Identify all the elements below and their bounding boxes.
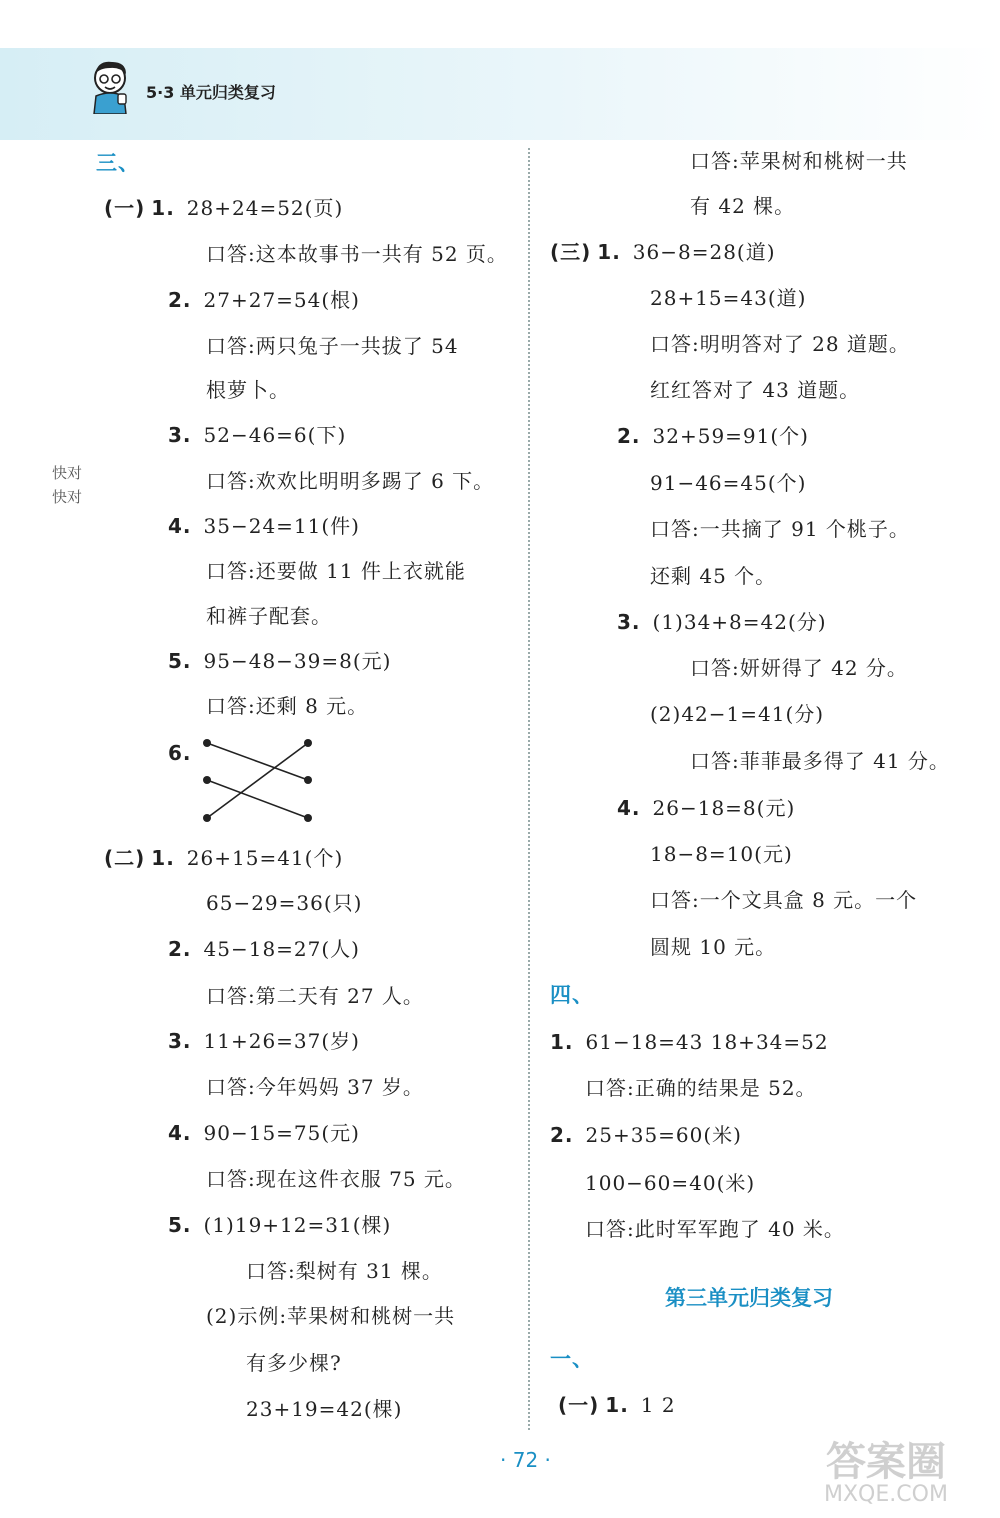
mascot-icon <box>88 58 134 114</box>
answer-line: 65−29=36(只) <box>206 891 363 915</box>
answer-line: 还剩 45 个。 <box>650 564 777 588</box>
answer-line: 口答:第二天有 27 人。 <box>206 984 424 1008</box>
answer-line: 口答:两只兔子一共拔了 54 <box>206 334 459 358</box>
match-dot <box>304 776 312 784</box>
answer-line: 口答:梨树有 31 棵。 <box>246 1259 443 1283</box>
watermark-url: MXQE.COM <box>824 1482 948 1507</box>
section-heading: 一、 <box>550 1347 594 1371</box>
answer-line: 口答:一共摘了 91 个桃子。 <box>650 517 910 541</box>
answer-line: 有 42 棵。 <box>690 194 796 218</box>
answer-line: 圆规 10 元。 <box>650 935 777 959</box>
answer-line: (一) 1. 28+24=52(页) <box>104 196 344 220</box>
answer-line: 口答:此时军军跑了 40 米。 <box>585 1217 845 1241</box>
answer-line: 5. (1)19+12=31(棵) <box>168 1213 392 1237</box>
answer-line: 1. 61−18=43 18+34=52 <box>550 1030 829 1054</box>
side-note: 快对 <box>52 488 83 506</box>
answer-line: 3. 11+26=37(岁) <box>168 1029 360 1053</box>
header-title: 5·3 单元归类复习 <box>146 83 276 102</box>
section-heading: 三、 <box>96 151 140 175</box>
answer-line: 6. <box>168 741 192 765</box>
side-note: 快对 <box>52 464 83 482</box>
answer-line: 4. 35−24=11(件) <box>168 514 360 538</box>
answer-line: 有多少棵? <box>246 1351 342 1375</box>
answer-line: 2. 45−18=27(人) <box>168 937 360 961</box>
match-dot <box>203 814 211 822</box>
answer-line: 口答:这本故事书一共有 52 页。 <box>206 242 508 266</box>
match-dot <box>304 814 312 822</box>
answer-line: 口答:还剩 8 元。 <box>206 694 369 718</box>
unit-title: 第三单元归类复习 <box>665 1286 833 1310</box>
column-divider <box>528 148 530 1430</box>
answer-line: 2. 25+35=60(米) <box>550 1123 742 1147</box>
answer-line: 4. 90−15=75(元) <box>168 1121 360 1145</box>
answer-line: 3. 52−46=6(下) <box>168 423 347 447</box>
answer-line: 4. 26−18=8(元) <box>617 796 796 820</box>
answer-line: 口答:苹果树和桃树一共 <box>690 149 908 173</box>
answer-line: 口答:菲菲最多得了 41 分。 <box>690 749 950 773</box>
answer-line: 口答:正确的结果是 52。 <box>585 1076 817 1100</box>
answer-line: 红红答对了 43 道题。 <box>650 378 861 402</box>
watermark <box>816 1430 992 1510</box>
answer-line: 100−60=40(米) <box>585 1171 756 1195</box>
answer-line: 和裤子配套。 <box>206 604 332 628</box>
answer-line: 口答:现在这件衣服 75 元。 <box>206 1167 466 1191</box>
answer-line: 23+19=42(棵) <box>246 1397 403 1421</box>
answer-line: (2)示例:苹果树和桃树一共 <box>206 1304 456 1328</box>
match-dot <box>304 739 312 747</box>
answer-line: 口答:一个文具盒 8 元。一个 <box>650 888 918 912</box>
answer-line: 18−8=10(元) <box>650 842 793 866</box>
answer-line: 2. 27+27=54(根) <box>168 288 360 312</box>
answer-line: 2. 32+59=91(个) <box>617 424 809 448</box>
match-dot <box>203 776 211 784</box>
answer-line: 口答:还要做 11 件上衣就能 <box>206 559 466 583</box>
matching-diagram <box>198 734 322 828</box>
section-heading: 四、 <box>550 983 594 1007</box>
answer-line: (2)42−1=41(分) <box>650 702 825 726</box>
answer-line: 3. (1)34+8=42(分) <box>617 610 827 634</box>
answer-line: 5. 95−48−39=8(元) <box>168 649 392 673</box>
answer-line: 根萝卜。 <box>206 378 290 402</box>
answer-line: 口答:欢欢比明明多踢了 6 下。 <box>206 469 495 493</box>
answer-line: 口答:妍妍得了 42 分。 <box>690 656 908 680</box>
match-dot <box>203 739 211 747</box>
answer-line: 28+15=43(道) <box>650 286 807 310</box>
watermark-text: 答案圈 <box>826 1439 946 1485</box>
page-number: · 72 · <box>500 1448 551 1472</box>
answer-line: 91−46=45(个) <box>650 471 807 495</box>
answer-line: 口答:今年妈妈 37 岁。 <box>206 1075 424 1099</box>
answer-line: (三) 1. 36−8=28(道) <box>550 240 776 264</box>
answer-line: 口答:明明答对了 28 道题。 <box>650 332 910 356</box>
answer-line: (二) 1. 26+15=41(个) <box>104 846 344 870</box>
answer-line: (一) 1. 1 2 <box>558 1393 676 1417</box>
